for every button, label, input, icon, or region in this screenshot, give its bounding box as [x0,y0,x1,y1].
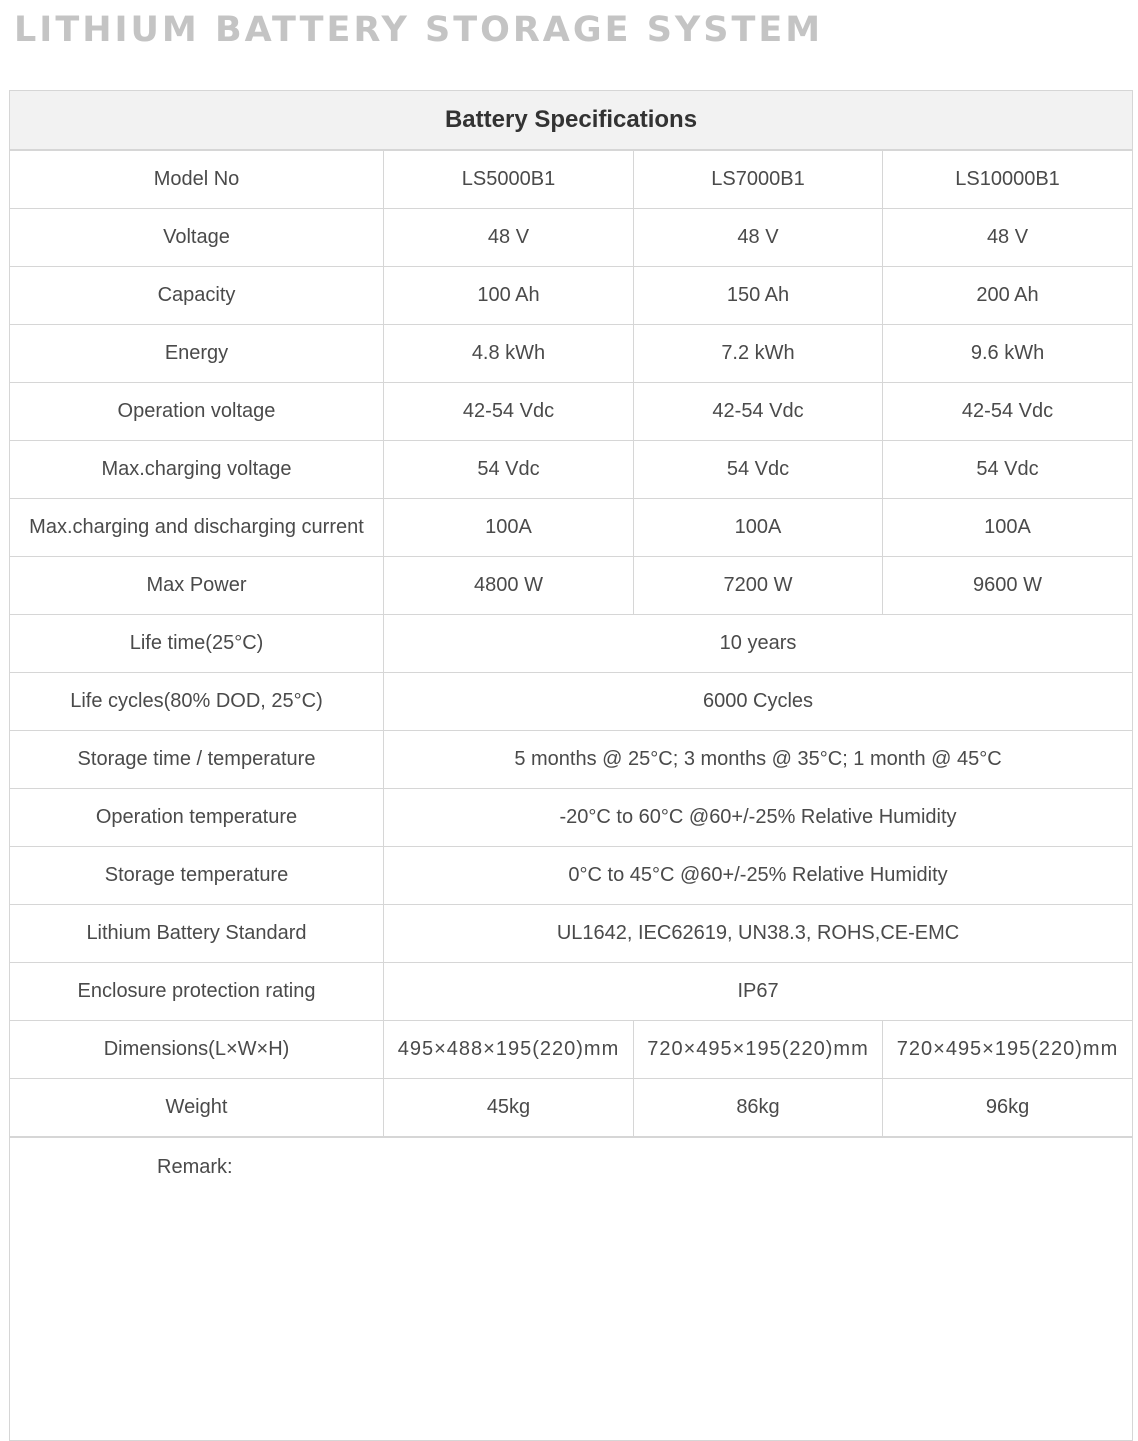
cell-value: 100A [384,499,634,557]
row-label: Storage temperature [10,847,384,905]
cell-value: 4.8 kWh [384,325,634,383]
cell-value: 720×495×195(220)mm [883,1021,1133,1079]
table-row [10,847,1133,905]
cell-value: 100A [634,499,883,557]
cell-value: 720×495×195(220)mm [634,1021,883,1079]
cell-value: 48 V [384,209,634,267]
table-row [10,267,1133,325]
cell-value: 150 Ah [634,267,883,325]
cell-value: LS7000B1 [634,150,883,209]
table-row [10,963,1133,1021]
table-row [10,209,1133,267]
cell-value: LS10000B1 [883,150,1133,209]
table-row [10,1079,1133,1138]
row-label: Max.charging and discharging current [10,499,384,557]
row-label: Voltage [10,209,384,267]
cell-value: 45kg [384,1079,634,1138]
table-row [10,325,1133,383]
cell-value: 10 years [384,615,1133,673]
cell-value: 54 Vdc [384,441,634,499]
cell-value: 54 Vdc [883,441,1133,499]
cell-value: 54 Vdc [634,441,883,499]
cell-value: 86kg [634,1079,883,1138]
table-row [10,731,1133,789]
table-row [10,905,1133,963]
cell-value: IP67 [384,963,1133,1021]
battery-spec-table [9,90,1133,1441]
table-row [10,499,1133,557]
remark-label: Remark: [10,1137,1133,1441]
cell-value: 495×488×195(220)mm [384,1021,634,1079]
table-header-row [10,91,1133,151]
cell-value: 0°C to 45°C @60+/-25% Relative Humidity [384,847,1133,905]
row-label: Model No [10,150,384,209]
cell-value: UL1642, IEC62619, UN38.3, ROHS,CE-EMC [384,905,1133,963]
remark-row [10,1137,1133,1441]
cell-value: 96kg [883,1079,1133,1138]
row-label: Operation voltage [10,383,384,441]
page-title: LITHIUM BATTERY STORAGE SYSTEM [14,10,824,50]
cell-value: 48 V [883,209,1133,267]
cell-value: 7200 W [634,557,883,615]
table-row [10,1021,1133,1079]
cell-value: 7.2 kWh [634,325,883,383]
cell-value: 4800 W [384,557,634,615]
cell-value: 42-54 Vdc [634,383,883,441]
table-row [10,383,1133,441]
table-row [10,557,1133,615]
row-label: Life time(25°C) [10,615,384,673]
table-row [10,615,1133,673]
row-label: Max Power [10,557,384,615]
cell-value: 9600 W [883,557,1133,615]
cell-value: 42-54 Vdc [883,383,1133,441]
table-row [10,789,1133,847]
cell-value: 200 Ah [883,267,1133,325]
table-row [10,441,1133,499]
row-label: Dimensions(L×W×H) [10,1021,384,1079]
row-label: Weight [10,1079,384,1138]
table-row [10,673,1133,731]
row-label: Capacity [10,267,384,325]
cell-value: 100A [883,499,1133,557]
row-label: Energy [10,325,384,383]
row-label: Lithium Battery Standard [10,905,384,963]
row-label: Max.charging voltage [10,441,384,499]
cell-value: -20°C to 60°C @60+/-25% Relative Humidity [384,789,1133,847]
cell-value: 6000 Cycles [384,673,1133,731]
table-row [10,150,1133,209]
cell-value: 100 Ah [384,267,634,325]
cell-value: 5 months @ 25°C; 3 months @ 35°C; 1 month @ 45°C [384,731,1133,789]
cell-value: LS5000B1 [384,150,634,209]
cell-value: 48 V [634,209,883,267]
cell-value: 42-54 Vdc [384,383,634,441]
row-label: Life cycles(80% DOD, 25°C) [10,673,384,731]
row-label: Operation temperature [10,789,384,847]
table-header: Battery Specifications [10,91,1133,151]
cell-value: 9.6 kWh [883,325,1133,383]
row-label: Storage time / temperature [10,731,384,789]
row-label: Enclosure protection rating [10,963,384,1021]
